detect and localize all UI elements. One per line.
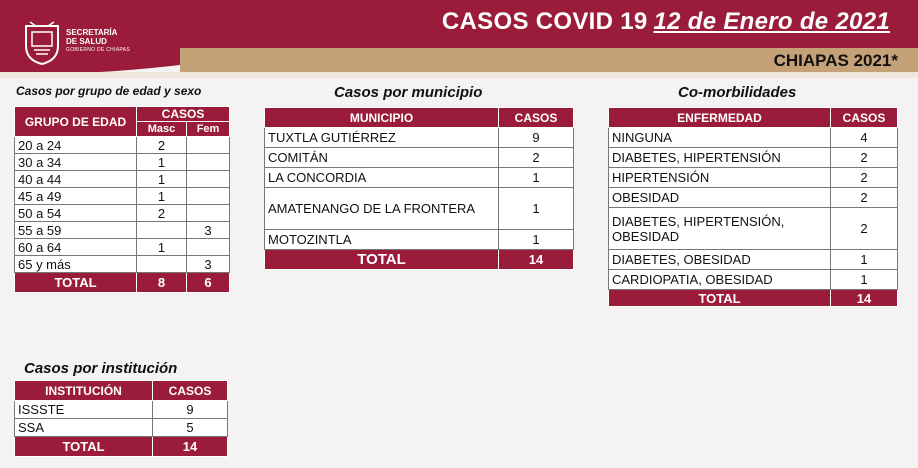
municipio-casos-cell: 1 bbox=[499, 188, 574, 230]
masc-cell: 1 bbox=[137, 239, 187, 256]
light-band bbox=[0, 72, 918, 78]
edad-caption: Casos por grupo de edad y sexo bbox=[16, 84, 202, 98]
coat-of-arms-icon bbox=[22, 20, 62, 66]
fem-cell bbox=[187, 137, 230, 154]
comorb-total-label: TOTAL bbox=[609, 290, 831, 307]
institucion-caption: Casos por institución bbox=[24, 360, 178, 377]
masc-cell: 1 bbox=[137, 171, 187, 188]
table-row bbox=[15, 137, 230, 154]
table-row bbox=[265, 188, 574, 230]
org-line-3: GOBIERNO DE CHIAPAS bbox=[66, 47, 130, 53]
municipio-casos-cell: 1 bbox=[499, 168, 574, 188]
age-group-cell: 50 a 54 bbox=[15, 205, 137, 222]
comorb-total-value: 14 bbox=[831, 290, 898, 307]
institucion-casos-cell: 9 bbox=[153, 401, 228, 419]
table-row bbox=[15, 239, 230, 256]
masc-cell bbox=[137, 222, 187, 239]
edad-header-grupo: GRUPO DE EDAD bbox=[15, 107, 137, 137]
age-group-cell: 65 y más bbox=[15, 256, 137, 273]
enfermedad-cell: DIABETES, OBESIDAD bbox=[609, 250, 831, 270]
fem-cell bbox=[187, 154, 230, 171]
fem-cell: 3 bbox=[187, 256, 230, 273]
institucion-casos-cell: 5 bbox=[153, 419, 228, 437]
table-row bbox=[265, 148, 574, 168]
masc-cell bbox=[137, 256, 187, 273]
edad-header-masc: Masc bbox=[137, 122, 187, 137]
comorb-table bbox=[608, 107, 898, 307]
table-row bbox=[609, 250, 898, 270]
age-group-cell: 40 a 44 bbox=[15, 171, 137, 188]
edad-header-fem: Fem bbox=[187, 122, 230, 137]
age-group-cell: 30 a 34 bbox=[15, 154, 137, 171]
municipio-casos-cell: 1 bbox=[499, 230, 574, 250]
comorb-caption: Co-morbilidades bbox=[678, 84, 797, 101]
table-row bbox=[15, 222, 230, 239]
org-line-1: SECRETARÍA bbox=[66, 28, 118, 37]
table-row bbox=[15, 171, 230, 188]
enfermedad-casos-cell: 2 bbox=[831, 168, 898, 188]
institucion-total-value: 14 bbox=[153, 437, 228, 457]
table-row bbox=[15, 419, 228, 437]
municipio-table bbox=[264, 107, 574, 270]
comorb-header-casos: CASOS bbox=[831, 108, 898, 128]
age-group-cell: 45 a 49 bbox=[15, 188, 137, 205]
title-text: CASOS COVID 19 bbox=[441, 8, 648, 35]
municipio-name-cell: TUXTLA GUTIÉRREZ bbox=[265, 128, 499, 148]
table-row bbox=[265, 128, 574, 148]
age-group-cell: 55 a 59 bbox=[15, 222, 137, 239]
enfermedad-casos-cell: 1 bbox=[831, 250, 898, 270]
enfermedad-cell: NINGUNA bbox=[609, 128, 831, 148]
page-title bbox=[442, 8, 890, 36]
table-row bbox=[15, 256, 230, 273]
municipio-name-cell: LA CONCORDIA bbox=[265, 168, 499, 188]
enfermedad-cell: OBESIDAD bbox=[609, 188, 831, 208]
table-row bbox=[265, 230, 574, 250]
comorb-header-name: ENFERMEDAD bbox=[609, 108, 831, 128]
table-row bbox=[15, 401, 228, 419]
municipio-total-label: TOTAL bbox=[265, 250, 499, 270]
enfermedad-cell: HIPERTENSIÓN bbox=[609, 168, 831, 188]
table-row bbox=[609, 128, 898, 148]
edad-total-fem: 6 bbox=[187, 273, 230, 293]
enfermedad-cell: DIABETES, HIPERTENSIÓN bbox=[609, 148, 831, 168]
institucion-header-name: INSTITUCIÓN bbox=[15, 381, 153, 401]
table-row bbox=[609, 188, 898, 208]
institucion-name-cell: ISSSTE bbox=[15, 401, 153, 419]
fem-cell bbox=[187, 171, 230, 188]
municipio-name-cell: MOTOZINTLA bbox=[265, 230, 499, 250]
enfermedad-cell: DIABETES, HIPERTENSIÓN, OBESIDAD bbox=[609, 208, 831, 250]
enfermedad-cell: CARDIOPATIA, OBESIDAD bbox=[609, 270, 831, 290]
institucion-name-cell: SSA bbox=[15, 419, 153, 437]
institucion-header-casos: CASOS bbox=[153, 381, 228, 401]
municipio-header-name: MUNICIPIO bbox=[265, 108, 499, 128]
fem-cell bbox=[187, 205, 230, 222]
fem-cell: 3 bbox=[187, 222, 230, 239]
org-line-2: DE SALUD bbox=[66, 37, 107, 46]
enfermedad-casos-cell: 2 bbox=[831, 208, 898, 250]
table-row bbox=[609, 270, 898, 290]
fem-cell bbox=[187, 188, 230, 205]
masc-cell: 1 bbox=[137, 188, 187, 205]
table-row bbox=[15, 154, 230, 171]
enfermedad-casos-cell: 4 bbox=[831, 128, 898, 148]
title-date: 12 de Enero de 2021 bbox=[653, 8, 890, 35]
municipio-casos-cell: 2 bbox=[499, 148, 574, 168]
table-row bbox=[609, 148, 898, 168]
municipio-casos-cell: 9 bbox=[499, 128, 574, 148]
org-name bbox=[66, 28, 130, 55]
masc-cell: 2 bbox=[137, 137, 187, 154]
age-group-cell: 60 a 64 bbox=[15, 239, 137, 256]
fem-cell bbox=[187, 239, 230, 256]
municipio-header-casos: CASOS bbox=[499, 108, 574, 128]
edad-total-masc: 8 bbox=[137, 273, 187, 293]
edad-header-casos: CASOS bbox=[137, 107, 230, 122]
municipio-name-cell: COMITÁN bbox=[265, 148, 499, 168]
table-row bbox=[15, 188, 230, 205]
table-row bbox=[265, 168, 574, 188]
enfermedad-casos-cell: 1 bbox=[831, 270, 898, 290]
institucion-total-label: TOTAL bbox=[15, 437, 153, 457]
enfermedad-casos-cell: 2 bbox=[831, 188, 898, 208]
age-group-cell: 20 a 24 bbox=[15, 137, 137, 154]
institucion-table bbox=[14, 380, 228, 457]
municipio-caption: Casos por municipio bbox=[334, 84, 483, 101]
table-row bbox=[609, 208, 898, 250]
edad-total-label: TOTAL bbox=[15, 273, 137, 293]
table-row bbox=[609, 168, 898, 188]
municipio-name-cell: AMATENANGO DE LA FRONTERA bbox=[265, 188, 499, 230]
table-row bbox=[15, 205, 230, 222]
edad-table bbox=[14, 106, 230, 293]
masc-cell: 2 bbox=[137, 205, 187, 222]
page-subtitle: CHIAPAS 2021* bbox=[773, 51, 898, 70]
masc-cell: 1 bbox=[137, 154, 187, 171]
enfermedad-casos-cell: 2 bbox=[831, 148, 898, 168]
municipio-total-value: 14 bbox=[499, 250, 574, 270]
